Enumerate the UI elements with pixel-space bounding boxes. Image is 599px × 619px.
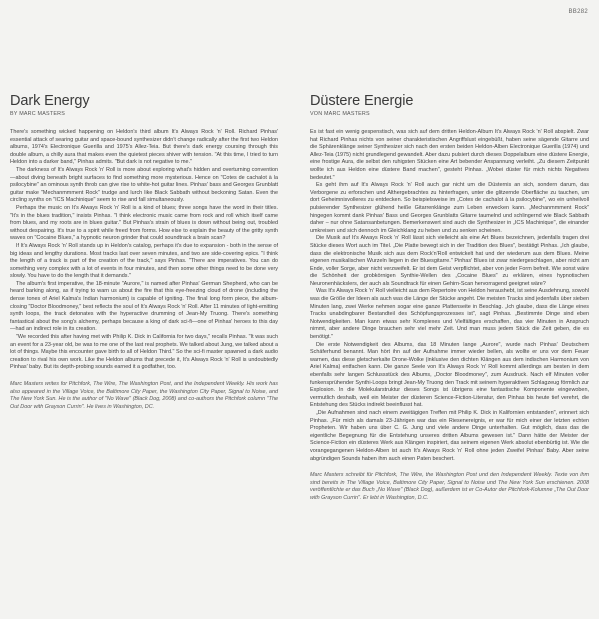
catalog-number: BB282 bbox=[568, 9, 588, 15]
article-paragraph: Perhaps the music on It's Always Rock 'n' Roll is a kind of blues; three songs have the word in their titles. "It's in the blues tradition," insists Pinhas. "I think electronic music came from rock and roll which itself came from blues, and my roots are in blues guitar." But Pinhas's strain of blues is down without being out, troubled without despairing. It's true to a spirit while freed from forms. How else to explain the beauty of the gritty synth waves on "Cocaine Blues," a hypnotic neuron grinder that could soundtrack a brain scan? bbox=[10, 204, 278, 242]
article-paragraph: "We recorded this after having met with Philip K. Dick in California for two days," recalls Pinhas. "It was such an event for a 23-year old, be was to me one of the last real prophets. We talked about Jung, we talked about a lot of things. Maybe this encounter gave birth to all of Heldon Third." So the sci-fi master spawned a dark audio creation to rival his own work. Like the Heldon albums that precede it, It's Always Rock 'n' Roll is undoubtedly Pinhas' baby. But its depth-probing sounds earned it a godfather, too. bbox=[10, 334, 278, 371]
article-paragraph: Es ist fast ein wenig gespenstisch, was sich auf dem dritten Heldon-Album It's Always Rock 'n' Roll abspielt. Zwar hat Richard Pinhas nichts von seiner charakteristischen Angriffslust eingebüßt, haben seine sägende Gitarre und die Sphärenklänge seiner Synthesizer sich nach den ersten beiden Heldon-Alben Electronique Guerilla (1974) und Allez-Teia (1975) nicht grundlegend gewandelt. Aber dazu pulsiert durch dieses Doppelalbum eine düstere Energie, eine frostige Aura, die selbst den ruhigsten Stücken eine Art bebender Anspannung verleiht. „Zu diesem Zeitpunkt wollte ich aus Heldon eine düstere Band machen", gesteht Pinhas. „Wobei düster für mich nichts Negatives bedeutet." bbox=[310, 129, 589, 181]
article-byline: BY MARC MASTERS bbox=[10, 111, 66, 117]
article-title: Dark Energy bbox=[10, 93, 90, 109]
author-bio: Marc Masters writes for Pitchfork, The Wire, The Washington Post, and the Independent Weekly. His work has also appeared in the Village Voice, the Baltimore City Paper, the Washington City Paper, Signal to Noise, and The New York Sun. He is the author of "No Wave" (Black Dog, 2008) and co-authors the Pitchfork column "The Out Door with Grayson Currin". He lives in Washington, DC. bbox=[10, 381, 278, 410]
article-paragraph: Die erste Notwendigkeit des Albums, das 18 Minuten lange „Aurore", wurde nach Pinhas' Deutschem Schäferhund benannt. Man hört ihn auf der Aufnahme immer wieder bellen, als wollte er uns vor dem Feuer warnen, das diese gletscherkalte Drone-Wolke (inklusive den dichten Klängen aus dem indischen Harmonium von Ariel Kalma) entfachen kann. Die ganze Seele von It's Always Rock 'n' Roll kommt allerdings am besten in dem ebenfalls sehr langen Schlussstück des Albums, „Doctor Bloodmoney", zum Ausdruck. Nach elf Minuten voller funkensprühender Synthi-Loops bringt Jean-My Truong den Track mit seinem hyperaktiven Schlagzeug förmlich zur Explosion. In die Molekularstruktur dieses Songs ist übrigens eine fantastische Komponente eingewoben, vermutlich deshalb, weil ein Meister der düsteren Science-Fiction-Literatur, den Pinhas bis heute tief verehrt, die Entstehung des Stücks indirekt beeinflusst hat. bbox=[310, 341, 589, 409]
german-article bbox=[310, 94, 589, 503]
author-bio: Marc Masters schreibt für Pitchfork, The Wire, the Washington Post und den Independent Weekly. Texte von ihm sind bereits in The Village Voice, Baltimore City Paper, Signal to Noise und The New York Sun erschienen. 2008 veröffentlichte er das Buch „No Wave" (Black Dog), außerdem ist er Co-Autor der Pitchfork-Kolumne „The Out Door with Grayson Currin". Er lebt in Washington, D.C. bbox=[310, 472, 589, 501]
article-title: Düstere Energie bbox=[310, 93, 414, 109]
article-paragraph: The album's first imperative, the 18-minute "Aurore," is named after Pinhas' German Shepherd, who can be heard barking along, as if trying to warn us about the fire that this eye-freezing cloud of drone (including the dense tones of Ariel Kalma's Indian harmonium) is capable of igniting. The final long form piece, the album-closing "Doctor Bloodmoney," best reflects the soul of It's Always Rock 'n' Roll. After 11 minutes of light-emitting synth loops, the track detonates with the hyperactive drumming of Jean-My Truong. There's something fantastical about the song's alchemy, perhaps because a king of dark sci-fi—one of Pinhas' heroes to this day—had an indirect role in its creation. bbox=[10, 280, 278, 333]
article-paragraph: Was It's Always Rock 'n' Roll vielleicht aus dem Repertoire von Heldon heraushebt, ist seine Ausdehnung, sowohl was die Größe der Ideen als auch was die Länge der Stücke angeht. Die meisten Tracks sind jedenfalls über sieben Minuten lang, zwei Werke nehmen sogar eine ganze Plattenseite in Beschlag. „Ich glaube, dass die Länge eines Tracks unabdingbarer Bestandteil des Schöpfungsprozesses ist", sagt Pinhas. „Bestimmte Dinge sind eben Notwendigkeiten. Man kann etwas sehr Komplexes und Vielfältiges erschaffen, das vier Minuten in Anspruch nimmt, aber andere Dinge brauchen sehr viel mehr Zeit. Und man muss jedem Stück die Zeit geben, die es benötigt." bbox=[310, 288, 589, 341]
article-paragraph: There's something wicked happening on Heldon's third album It's Always Rock 'n' Roll. Richard Pinhas' essential attack of searing guitar and space-bound synthesizer didn't change radically after the first two Heldon albums, 1974's Electronique Guerilla and 1975's Allez-Teia. But there's dark energy coursing through this double album, a chilly aura that makes even the quietest pieces shiver with tension. "At this time, I tried to turn Heldon into a darker band," Pinhas admits. "But dark is not negative to me." bbox=[10, 129, 278, 166]
article-paragraph: „Die Aufnahmen sind nach einem zweitägigen Treffen mit Philip K. Dick in Kalifornien entstanden", erinnert sich Pinhas. „Für mich als damals 23-Jährigen war das ein Riesenereignis, er war für mich einer der letzten echten Propheten. Wir haben uns über C. G. Jung und viele andere Dinge unterhalten. Gut möglich, dass das die eigentliche Begegnung für die Entstehung unseres dritten Albums gewesen ist." Dann hätte der Meister der Science-Fiction ein düsteres Werk aus Klängen inspiriert, das seinem eigenen Werk absolut ebenbürtig ist. Wie die vorangegangenen Heldon-Alben ist auch It's Always Rock 'n' Roll ohne jeden Zweifel Pinhas' Baby. Aber seine abgründigen Sounds haben ihm auch einen Paten beschert. bbox=[310, 409, 589, 462]
article-paragraph: If It's Always Rock 'n' Roll stands up in Heldon's catalog, perhaps it's due to expansion - both in the sense of big ideas and lengthy durations. Most tracks last over seven minutes, and two are side-covering epics. "I think the length of a track is part of the creation of the track," says Pinhas. "There are imperatives. You can do something very complex with a lot of events in four minutes, and then some other things need to be done very slowly. You have to do the length that it demands." bbox=[10, 242, 278, 280]
english-article bbox=[10, 94, 278, 411]
article-paragraph: Es geht ihm auf It's Always Rock 'n' Roll auch gar nicht um die Düsternis an sich, sondern darum, das Verborgene zu erforschen und Althergebrachtes zu hinterfragen, unter die glitzernde Oberfläche zu tauchen, um dort Geheimnisvolleres zu entdecken. So beispielsweise im „Cotes de cachalot à la psilocybine", wo ein unheilvoll pulsierender Synthesizer glühend heiße Gitarrenklänge zum Leben erwecken kann. „Mechanmmment Rock" hingegen kommt dank Pinhas' Bass und Georges Grunblatts Gitarre taumelnd und schlingernd wie Black Sabbath daher – nur ohne Satansanbetungen. Bemerkenswert sind auch die Synthesizer in „ICS Machinique", die einander umkreisen und sich dennoch im Gleichklang zu heben und zu senken scheinen. bbox=[310, 182, 589, 234]
article-paragraph: Die Musik auf It's Always Rock 'n' Roll lässt sich vielleicht als eine Art Blues bezeichnen, jedenfalls tragen drei Stücke dieses Wort auch im Titel. „Die Platte bewegt sich in der Tradition des Blues", bestätigt Pinhas. „Ich glaube, dass die elektronische Musik sich aus dem Rock'n'Roll entwickelt hat und der wiederum aus dem Blues. Meine eigenen musikalischen Wurzeln liegen in der Bluesgitarre." Pinhas' Blues ist zwar niedergeschlagen, aber nicht am Ende, voller Sorge, aber nicht verzweifelt. Er ist dem Geist verpflichtet, aber von jeder Form befreit. Wie sonst wäre die Schönheit der grobkörnigen Synthie-Wellen des „Cocaine Blues" zu erklären, eines hypnotischen Neuronenhäckslers, der auch als Soundtrack für einen Gehirn-Scan hervorragend geeignet wäre? bbox=[310, 235, 589, 287]
article-byline: VON MARC MASTERS bbox=[310, 111, 370, 117]
article-paragraph: The darkness of It's Always Rock 'n' Roll is more about exploring what's hidden and overturning convention—about diving beneath bright surfaces to find something more mysterious. Hence on "Cotes de cachalot à la psilocybine" an ominous synth throb can give rise to white-hot guitar lines. Pinhas' bass and Georges Grunblatt guitar make "Mechanmmment Rock" trudge and lurch like Black Sabbath without beckoning Satan. Even the circling synths on "ICS Machinique" seem to rise and fall simultaneously. bbox=[10, 166, 278, 204]
